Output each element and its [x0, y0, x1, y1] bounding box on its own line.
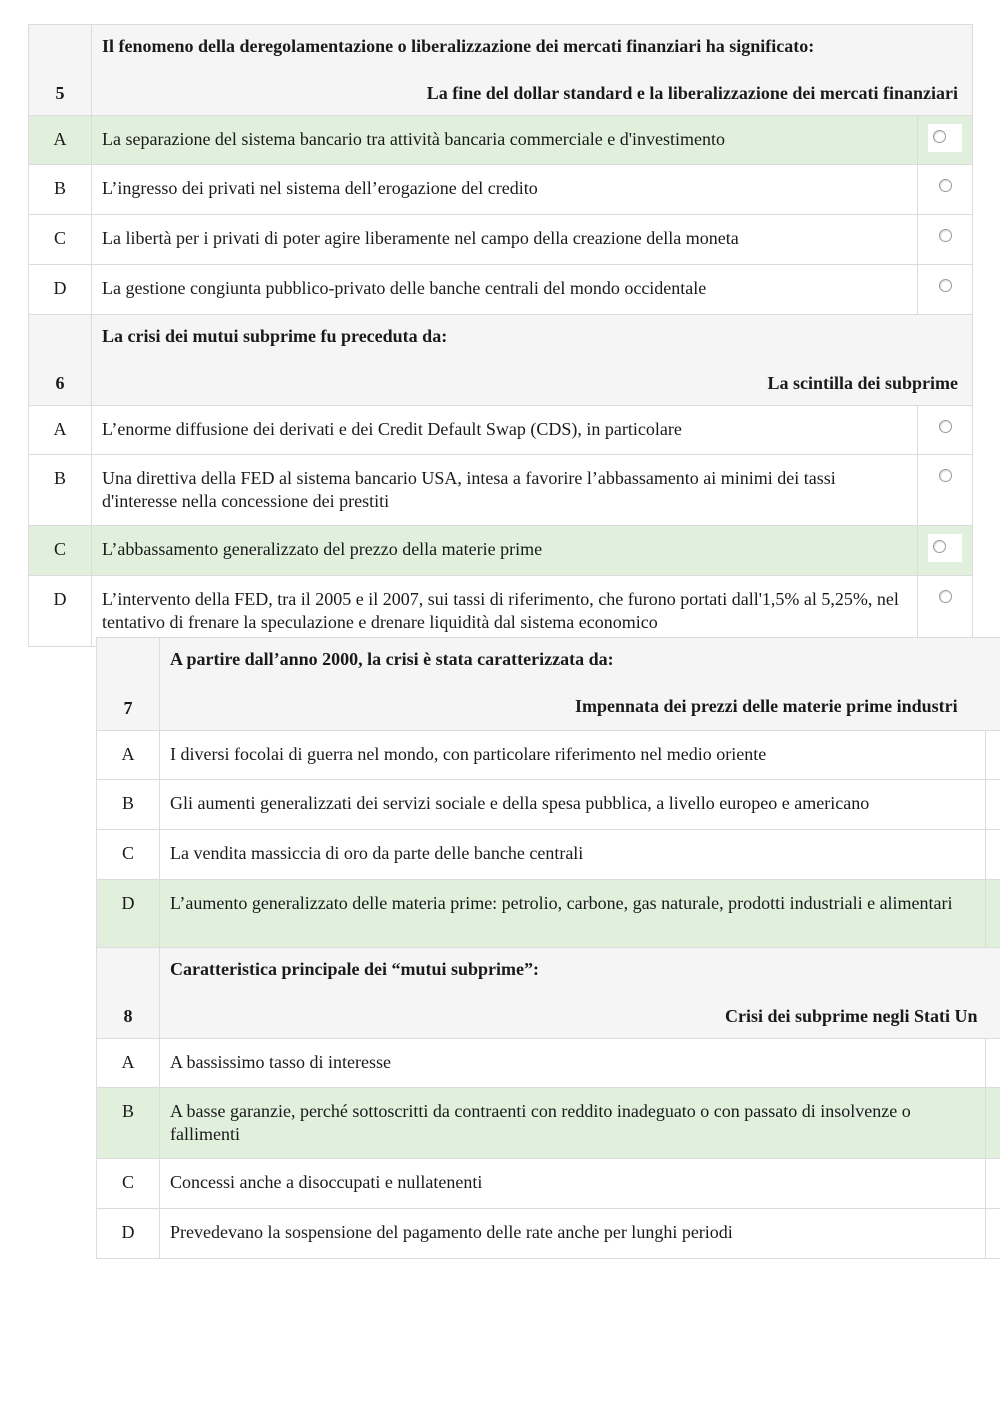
option-text: La separazione del sistema bancario tra attività bancaria commerciale e d'investimento	[92, 116, 918, 165]
question-text: Il fenomeno della deregolamentazione o liberalizzazione dei mercati finanziari ha significato:	[102, 36, 815, 56]
option-row-5a[interactable]	[29, 116, 973, 165]
quiz-table-block-2	[96, 637, 1000, 1259]
option-row-5b[interactable]	[29, 165, 973, 215]
option-letter: C	[97, 1159, 160, 1209]
option-row-7a[interactable]	[97, 731, 1000, 780]
radio-button-icon[interactable]	[939, 179, 952, 192]
option-row-6d[interactable]	[29, 576, 973, 647]
question-topic: Crisi dei subprime negli Stati Un	[725, 1006, 978, 1026]
option-letter: D	[29, 265, 92, 315]
option-radio-cell	[918, 265, 973, 315]
option-text: La gestione congiunta pubblico-privato delle banche centrali del mondo occidentale	[92, 265, 918, 315]
option-radio-cell	[986, 1039, 1000, 1088]
question-number: 7	[97, 638, 160, 731]
option-row-6c[interactable]	[29, 526, 973, 576]
option-text: Prevedevano la sospensione del pagamento delle rate anche per lunghi periodi	[160, 1209, 986, 1259]
question-number: 8	[97, 948, 160, 1039]
option-row-5d[interactable]	[29, 265, 973, 315]
option-text: Gli aumenti generalizzati dei servizi sociale e della spesa pubblica, a livello europeo e americano	[160, 780, 986, 830]
option-letter: C	[29, 215, 92, 265]
option-letter: A	[97, 731, 160, 780]
question-number: 6	[29, 315, 92, 406]
option-radio-cell	[986, 880, 1000, 948]
option-row-6a[interactable]	[29, 406, 973, 455]
option-letter: D	[29, 576, 92, 647]
option-letter: C	[97, 830, 160, 880]
radio-button-icon[interactable]	[939, 279, 952, 292]
option-radio-cell	[986, 1088, 1000, 1159]
option-letter: B	[29, 455, 92, 526]
option-letter: B	[29, 165, 92, 215]
option-radio-cell	[986, 830, 1000, 880]
question-cell	[160, 948, 1000, 1039]
option-row-7d[interactable]	[97, 880, 1000, 948]
radio-button-icon[interactable]	[933, 130, 946, 143]
question-number: 5	[29, 25, 92, 116]
option-text: La vendita massiccia di oro da parte delle banche centrali	[160, 830, 986, 880]
option-row-8c[interactable]	[97, 1159, 1000, 1209]
option-letter: D	[97, 880, 160, 948]
question-cell	[160, 638, 1000, 731]
option-text: L’aumento generalizzato delle materia prime: petrolio, carbone, gas naturale, prodotti industriali e alimentari	[160, 880, 986, 948]
option-text: Una direttiva della FED al sistema bancario USA, intesa a favorire l’abbassamento ai minimi dei tassi d'interesse nella concessione dei prestiti	[92, 455, 918, 526]
option-row-6b[interactable]	[29, 455, 973, 526]
option-letter: C	[29, 526, 92, 576]
option-radio-cell	[918, 455, 973, 526]
option-text: Concessi anche a disoccupati e nullatenenti	[160, 1159, 986, 1209]
option-letter: A	[29, 406, 92, 455]
option-row-5c[interactable]	[29, 215, 973, 265]
question-cell	[92, 315, 973, 406]
option-radio-cell	[918, 215, 973, 265]
radio-button-icon[interactable]	[939, 590, 952, 603]
question-topic: La scintilla dei subprime	[767, 373, 959, 393]
question-topic: Impennata dei prezzi delle materie prime industri	[575, 696, 958, 716]
question-header-7	[97, 638, 1000, 731]
option-radio-cell	[918, 165, 973, 215]
question-header-5	[29, 25, 973, 116]
option-text: I diversi focolai di guerra nel mondo, con particolare riferimento nel medio oriente	[160, 731, 986, 780]
question-text: Caratteristica principale dei “mutui subprime”:	[170, 959, 539, 979]
option-text: L’ingresso dei privati nel sistema dell’erogazione del credito	[92, 165, 918, 215]
option-text: L’enorme diffusione dei derivati e dei Credit Default Swap (CDS), in particolare	[92, 406, 918, 455]
option-letter: B	[97, 1088, 160, 1159]
question-header-6	[29, 315, 973, 406]
question-topic: La fine del dollar standard e la liberalizzazione dei mercati finanziari	[426, 83, 959, 103]
question-text: A partire dall’anno 2000, la crisi è stata caratterizzata da:	[170, 649, 614, 669]
question-header-8	[97, 948, 1000, 1039]
radio-highlight-box	[928, 534, 962, 562]
option-letter: A	[29, 116, 92, 165]
option-text: A bassissimo tasso di interesse	[160, 1039, 986, 1088]
radio-button-icon[interactable]	[939, 229, 952, 242]
option-radio-cell	[986, 731, 1000, 780]
option-radio-cell	[986, 1209, 1000, 1259]
quiz-table-block-1	[28, 24, 973, 647]
question-cell	[92, 25, 973, 116]
option-row-8d[interactable]	[97, 1209, 1000, 1259]
option-radio-cell	[918, 116, 973, 165]
radio-button-icon[interactable]	[933, 540, 946, 553]
option-text: A basse garanzie, perché sottoscritti da contraenti con reddito inadeguato o con passato di insolvenze o fallimenti	[160, 1088, 986, 1159]
option-letter: B	[97, 780, 160, 830]
option-text: La libertà per i privati di poter agire liberamente nel campo della creazione della moneta	[92, 215, 918, 265]
option-row-8a[interactable]	[97, 1039, 1000, 1088]
option-radio-cell	[986, 1159, 1000, 1209]
option-letter: A	[97, 1039, 160, 1088]
option-radio-cell	[918, 406, 973, 455]
option-row-8b[interactable]	[97, 1088, 1000, 1159]
option-radio-cell	[986, 780, 1000, 830]
option-letter: D	[97, 1209, 160, 1259]
radio-button-icon[interactable]	[939, 420, 952, 433]
option-row-7c[interactable]	[97, 830, 1000, 880]
radio-highlight-box	[928, 124, 962, 152]
option-text: L’intervento della FED, tra il 2005 e il 2007, sui tassi di riferimento, che furono portati dall'1,5% al 5,25%, nel tentativo di frenare la speculazione e drenare liquidità dal sistema economico	[92, 576, 918, 647]
option-text: L’abbassamento generalizzato del prezzo della materie prime	[92, 526, 918, 576]
radio-button-icon[interactable]	[939, 469, 952, 482]
question-text: La crisi dei mutui subprime fu preceduta da:	[102, 326, 448, 346]
option-radio-cell	[918, 526, 973, 576]
option-radio-cell	[918, 576, 973, 647]
option-row-7b[interactable]	[97, 780, 1000, 830]
